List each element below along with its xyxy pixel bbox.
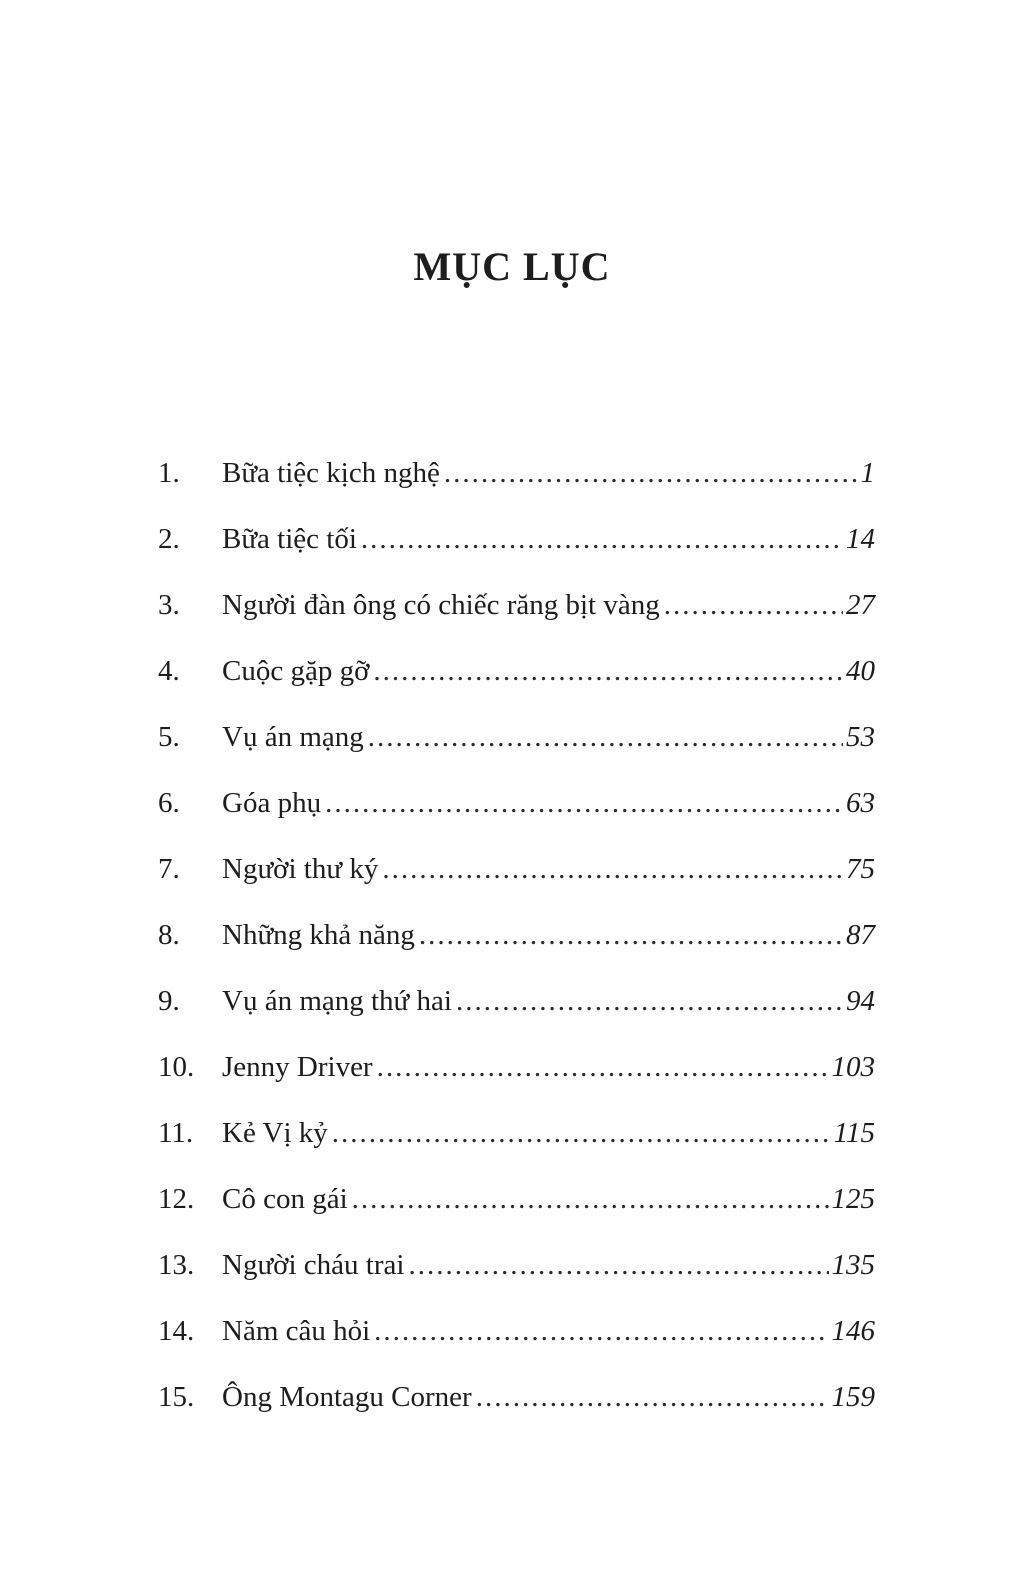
toc-dot-leader (361, 521, 843, 557)
toc-row (158, 1049, 875, 1085)
toc-number: 7. (158, 853, 180, 885)
toc-label: Người đàn ông có chiếc răng bịt vàng (222, 589, 660, 621)
toc-label: Người thư ký (222, 853, 379, 885)
toc-page-number: 125 (831, 1183, 875, 1215)
toc-label: Ông Montagu Corner (222, 1381, 472, 1413)
toc-number: 15. (158, 1381, 195, 1413)
toc-page-number: 94 (846, 985, 875, 1017)
toc-row (158, 983, 875, 1019)
toc-row (158, 785, 875, 821)
toc-page-number: 53 (846, 721, 875, 753)
toc-row (158, 1115, 875, 1151)
toc-row (158, 1313, 875, 1349)
toc-label: Góa phụ (222, 787, 322, 819)
toc-page-number: 75 (846, 853, 875, 885)
toc-page-number: 40 (846, 655, 875, 687)
toc-page-number: 87 (846, 919, 875, 951)
toc-page-number: 135 (831, 1249, 875, 1281)
toc-number: 9. (158, 985, 180, 1017)
toc-row (158, 455, 875, 491)
toc-dot-leader (476, 1379, 829, 1415)
toc-label: Năm câu hỏi (222, 1315, 371, 1347)
toc-number: 1. (158, 457, 180, 489)
toc-dot-leader (408, 1247, 828, 1283)
toc-label: Vụ án mạng thứ hai (222, 985, 452, 1017)
toc-row (158, 1379, 875, 1415)
toc-dot-leader (444, 455, 858, 491)
toc-row (158, 521, 875, 557)
toc-label: Những khả năng (222, 919, 415, 951)
toc-dot-leader (377, 1049, 829, 1085)
toc-page-number: 146 (831, 1315, 875, 1347)
toc-dot-leader (374, 1313, 828, 1349)
toc-row (158, 917, 875, 953)
toc-label: Bữa tiệc tối (222, 523, 357, 555)
toc-dot-leader (325, 785, 843, 821)
toc-label: Jenny Driver (222, 1051, 373, 1083)
toc-dot-leader (456, 983, 843, 1019)
toc-dot-leader (664, 587, 843, 623)
toc-page-number: 115 (833, 1117, 875, 1149)
toc-number: 3. (158, 589, 180, 621)
toc-label: Bữa tiệc kịch nghệ (222, 457, 440, 489)
toc-label: Cô con gái (222, 1183, 348, 1215)
toc-number: 2. (158, 523, 180, 555)
toc-dot-leader (332, 1115, 831, 1151)
toc-label: Cuộc gặp gỡ (222, 655, 370, 687)
toc-page-number: 27 (846, 589, 875, 621)
toc-number: 12. (158, 1183, 195, 1215)
toc-label: Kẻ Vị kỷ (222, 1117, 328, 1149)
toc-dot-leader (368, 719, 843, 755)
toc-row (158, 1181, 875, 1217)
toc-page-number: 14 (846, 523, 875, 555)
toc-number: 13. (158, 1249, 195, 1281)
toc-row (158, 1247, 875, 1283)
toc-dot-leader (419, 917, 843, 953)
toc-label: Vụ án mạng (222, 721, 364, 753)
toc-list (158, 455, 875, 1415)
toc-page-number: 63 (846, 787, 875, 819)
toc-dot-leader (352, 1181, 829, 1217)
toc-row (158, 653, 875, 689)
toc-dot-leader (373, 653, 843, 689)
toc-page-number: 1 (860, 457, 875, 489)
toc-label: Người cháu trai (222, 1249, 405, 1281)
toc-number: 6. (158, 787, 180, 819)
toc-number: 11. (158, 1117, 194, 1149)
toc-dot-leader (382, 851, 843, 887)
toc-number: 5. (158, 721, 180, 753)
page-title: MỤC LỤC (413, 244, 611, 289)
toc-row (158, 719, 875, 755)
toc-page-number: 103 (831, 1051, 875, 1083)
toc-page-number: 159 (831, 1381, 875, 1413)
toc-number: 10. (158, 1051, 195, 1083)
toc-row (158, 587, 875, 623)
toc-row (158, 851, 875, 887)
toc-number: 8. (158, 919, 180, 951)
toc-number: 14. (158, 1315, 195, 1347)
toc-number: 4. (158, 655, 180, 687)
